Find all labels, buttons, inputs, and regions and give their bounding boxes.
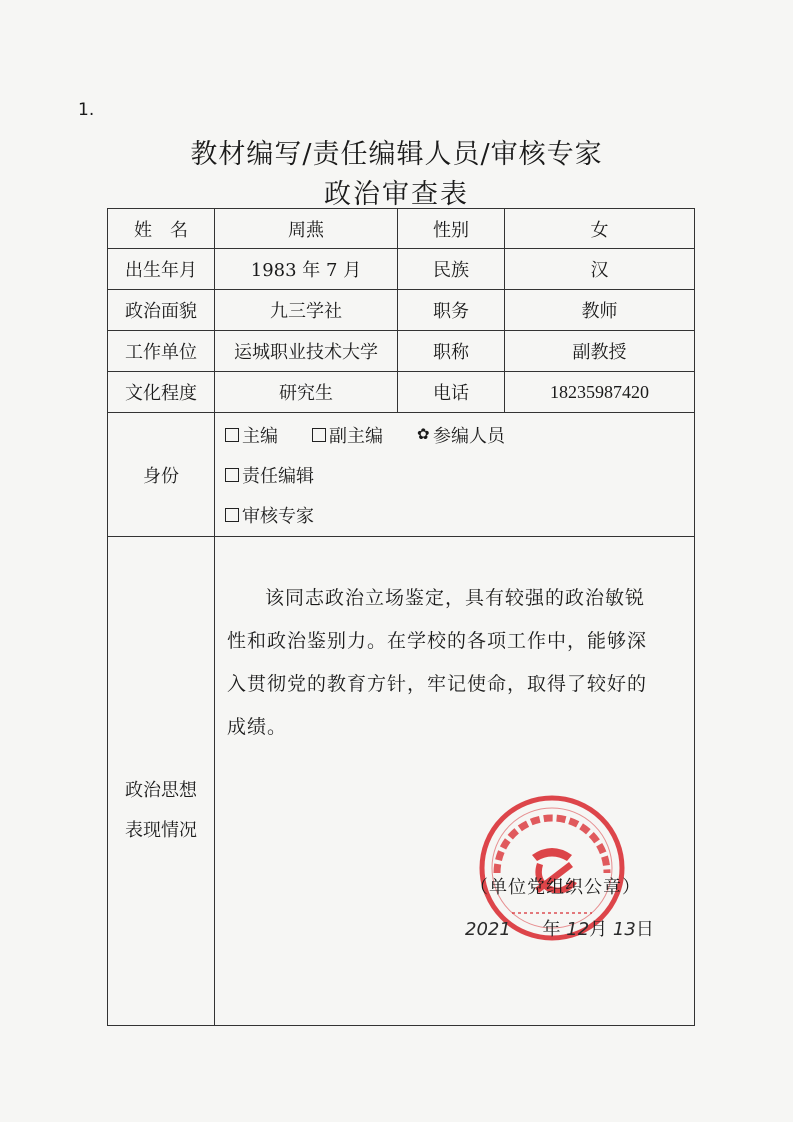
education-value[interactable]: 研究生 (215, 372, 398, 413)
table-row (108, 413, 695, 537)
table-row (108, 209, 695, 249)
name-label: 姓 名 (108, 209, 215, 249)
date-month: 12 (566, 919, 590, 940)
option-participant[interactable]: ✿ 参编人员 (417, 425, 505, 447)
signature-date (465, 915, 654, 941)
politics-value[interactable]: 九三学社 (215, 290, 398, 331)
education-label: 文化程度 (108, 372, 215, 413)
option-deputy-editor[interactable]: 副主编 (312, 422, 383, 448)
politics-label: 政治面貌 (108, 290, 215, 331)
checkbox-icon[interactable] (312, 428, 326, 442)
table-row (108, 290, 695, 331)
checked-mark-icon[interactable]: ✿ (417, 425, 430, 443)
phone-label: 电话 (398, 372, 505, 413)
date-year: 2021 (465, 919, 511, 940)
identity-label: 身份 (108, 413, 215, 537)
job-title-label: 职称 (398, 331, 505, 372)
position-value[interactable]: 教师 (505, 290, 695, 331)
ethnicity-value[interactable]: 汉 (505, 249, 695, 290)
evaluation-content (215, 537, 695, 1026)
table-row (108, 331, 695, 372)
ethnicity-label: 民族 (398, 249, 505, 290)
evaluation-label (108, 537, 215, 1026)
year-suffix: 年 (542, 919, 561, 940)
option-responsible-editor[interactable]: 责任编辑 (225, 462, 314, 488)
birth-value[interactable]: 1983 年 7 月 (215, 249, 398, 290)
table-row (108, 537, 695, 1026)
phone-value[interactable]: 18235987420 (505, 372, 695, 413)
birth-label: 出生年月 (108, 249, 215, 290)
name-value[interactable]: 周燕 (215, 209, 398, 249)
month-suffix: 月 (589, 919, 608, 940)
page-number: 1. (78, 100, 95, 120)
workplace-label: 工作单位 (108, 331, 215, 372)
evaluation-label-line2: 表现情况 (125, 820, 197, 841)
stamp-caption: （单位党组织公章） (470, 877, 641, 898)
evaluation-label-line1: 政治思想 (125, 780, 197, 801)
date-day: 13 (612, 919, 636, 940)
table-row (108, 249, 695, 290)
workplace-value[interactable]: 运城职业技术大学 (215, 331, 398, 372)
day-suffix: 日 (635, 919, 654, 940)
gender-value[interactable]: 女 (505, 209, 695, 249)
identity-options (215, 413, 695, 537)
option-chief-editor[interactable]: 主编 (225, 422, 278, 448)
position-label: 职务 (398, 290, 505, 331)
evaluation-text: 该同志政治立场鉴定，具有较强的政治敏锐性和政治鉴别力。在学校的各项工作中，能够深入贯彻党的教育方针，牢记使命，取得了较好的成绩。 (227, 587, 648, 738)
document-title: 教材编写/责任编辑人员/审核专家 (190, 139, 603, 170)
document-subtitle: 政治审查表 (324, 179, 469, 210)
review-form-table (107, 208, 695, 1026)
checkbox-icon[interactable] (225, 468, 239, 482)
table-row (108, 372, 695, 413)
option-reviewer[interactable]: 审核专家 (225, 502, 314, 528)
checkbox-icon[interactable] (225, 508, 239, 522)
checkbox-icon[interactable] (225, 428, 239, 442)
gender-label: 性别 (398, 209, 505, 249)
job-title-value[interactable]: 副教授 (505, 331, 695, 372)
